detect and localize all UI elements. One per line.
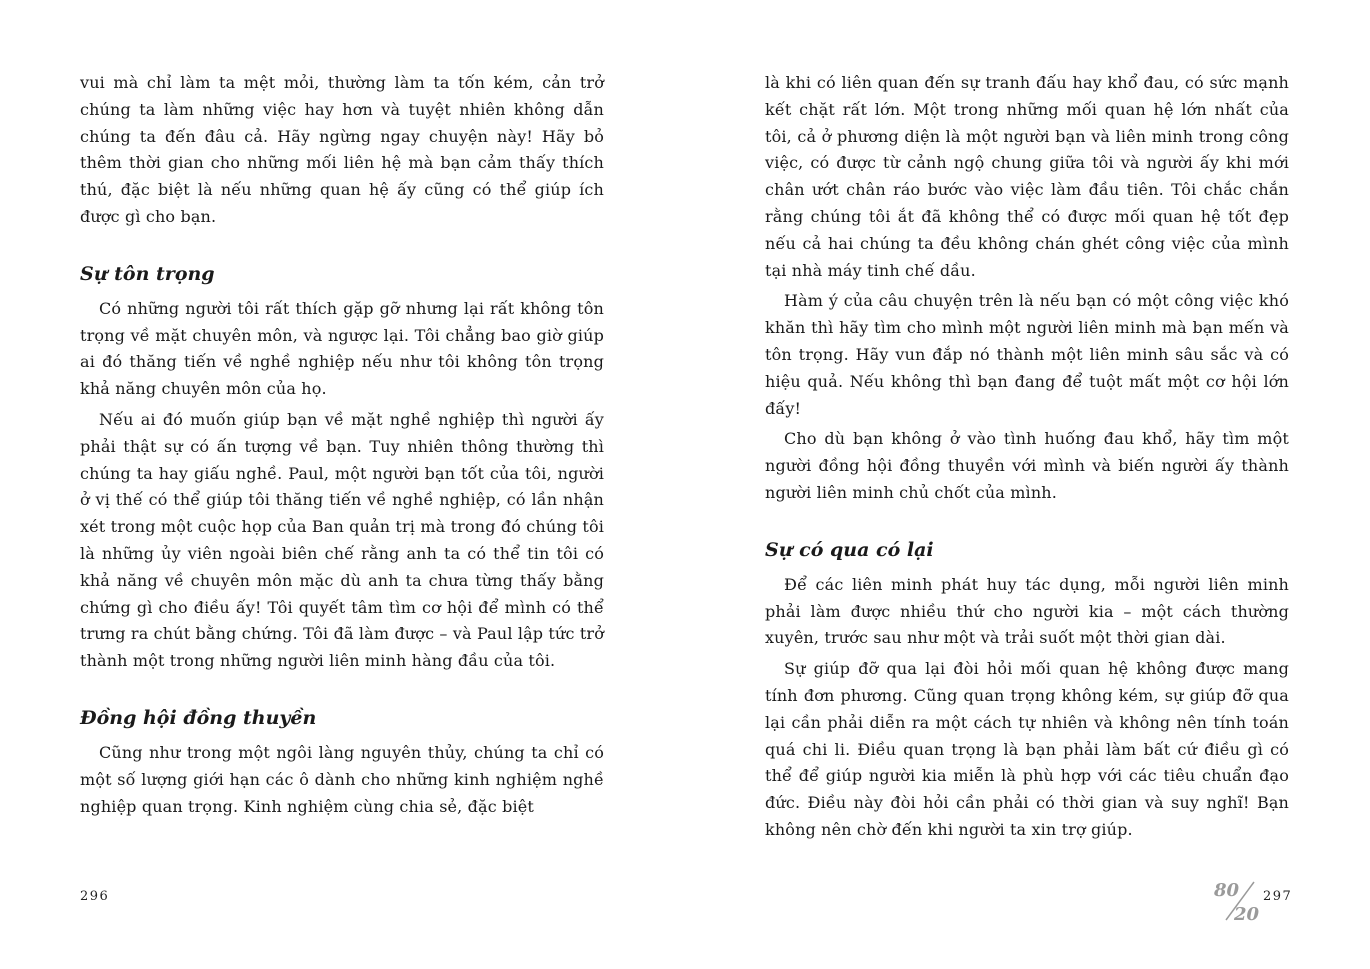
section-heading-reciprocity: Sự có qua có lại (765, 538, 934, 561)
logo-bottom-number: 20 (1234, 904, 1260, 924)
paragraph: Để các liên minh phát huy tác dụng, mỗi người liên minh phải làm được nhiều thứ cho người kia – một cách thường xuyên, trước sau như một và trải suốt một thời gian dài. (765, 574, 1289, 648)
paragraph: Cho dù bạn không ở vào tình huống đau khổ, hãy tìm một người đồng hội đồng thuyền với mình và biến người ấy thành người liên minh chủ chốt của mình. (765, 429, 1289, 502)
section-heading-same-boat: Đồng hội đồng thuyền (80, 706, 317, 729)
paragraph: Sự giúp đỡ qua lại đòi hỏi mối quan hệ không được mang tính đơn phương. Cũng quan trọng không kém, sự giúp đỡ qua lại cần phải diễn ra một cách tự nhiên và không nên tính toán quá chi li. Điều quan trọng là bạn phải làm bất cứ điều gì có thể để giúp người kia miễn là phù hợp với các tiêu chuẩn đạo đức. Điều này đòi hỏi cần phải có thời gian và suy nghĩ! Bạn không nên chờ đến khi người ta xin trợ giúp. (765, 659, 1289, 839)
paragraph: Cũng như trong một ngôi làng nguyên thủy, chúng ta chỉ có một số lượng giới hạn các ô dành cho những kinh nghiệm nghề nghiệp quan trọng. Kinh nghiệm cùng chia sẻ, đặc biệt (80, 742, 604, 816)
section-heading-respect: Sự tôn trọng (80, 262, 215, 285)
book-logo-8020-icon (1212, 876, 1262, 924)
paragraph: Nếu ai đó muốn giúp bạn về mặt nghề nghiệp thì người ấy phải thật sự có ấn tượng về bạn. Tuy nhiên thông thường thì chúng ta hay giấu nghề. Paul, một người bạn tốt của tôi, người ở vị thế có thể giúp tôi thăng tiến về nghề nghiệp, có lần nhận xét trong một cuộc họp của Ban quản trị mà trong đó chúng tôi là những ủy viên ngoài biên chế rằng anh ta có thể tin tôi có khả năng về chuyên môn mặc dù anh ta chưa từng thấy bằng chứng gì cho điều ấy! Tôi quyết tâm tìm cơ hội để mình có thể trưng ra chút bằng chứng. Tôi đã làm được – và Paul lập tức trở thành một trong những người liên minh hàng đầu của tôi. (80, 409, 604, 671)
paragraph: Hàm ý của câu chuyện trên là nếu bạn có một công việc khó khăn thì hãy tìm cho mình một người liên minh mà bạn mến và tôn trọng. Hãy vun đắp nó thành một liên minh sâu sắc và có hiệu quả. Nếu không thì bạn đang để tuột mất một cơ hội lớn đấy! (765, 291, 1289, 418)
logo-top-number: 80 (1214, 880, 1240, 901)
paragraph: Có những người tôi rất thích gặp gỡ nhưng lại rất không tôn trọng về mặt chuyên môn, và ngược lại. Tôi chẳng bao giờ giúp ai đó thăng tiến về nghề nghiệp nếu như tôi không tôn trọng khả năng chuyên môn của họ. (80, 298, 604, 399)
page-number-left: 296 (80, 889, 110, 904)
paragraph-continued: là khi có liên quan đến sự tranh đấu hay khổ đau, có sức mạnh kết chặt rất lớn. Một trong những mối quan hệ lớn nhất của tôi, cả ở phương diện là một người bạn và liên minh trong công việc, có được từ cảnh ngộ chung giữa tôi và người ấy khi mới chân ướt chân ráo bước vào việc làm đầu tiên. Tôi chắc chắn rằng chúng tôi ắt đã không thể có được mối quan hệ tốt đẹp nếu cả hai chúng ta đều không chán ghét công việc của mình tại nhà máy tinh chế dầu. (765, 73, 1289, 280)
page-number-right: 297 (1263, 889, 1293, 904)
right-page (685, 0, 1370, 969)
left-text-column (80, 70, 604, 824)
right-text-column (765, 70, 1289, 848)
paragraph-continued: vui mà chỉ làm ta mệt mỏi, thường làm ta tốn kém, cản trở chúng ta làm những việc hay hơn và tuyệt nhiên không dẫn chúng ta đến đâu cả. Hãy ngừng ngay chuyện này! Hãy bỏ thêm thời gian cho những mối liên hệ mà bạn cảm thấy thích thú, đặc biệt là nếu những quan hệ ấy cũng có thể giúp ích được gì cho bạn. (80, 73, 604, 226)
